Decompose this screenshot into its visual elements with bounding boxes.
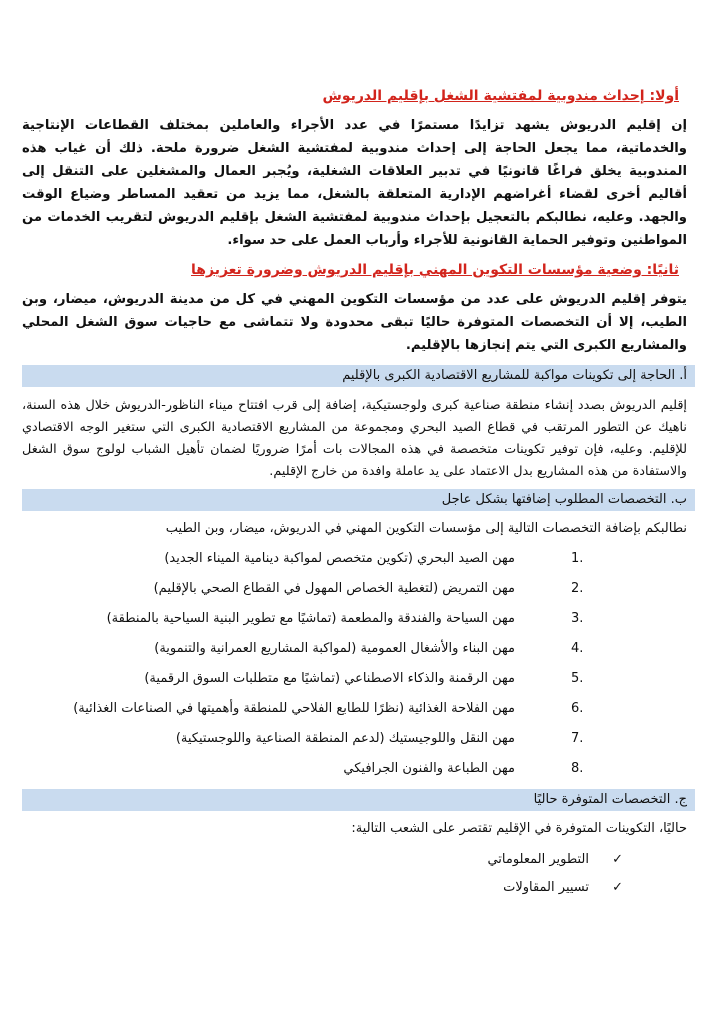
subsection-c-bar <box>22 789 695 811</box>
list-text: تسيير المقاولات <box>503 879 589 895</box>
list-number: 8. <box>571 760 584 776</box>
subsection-a-body: إقليم الدريوش بصدد إنشاء منطقة صناعية كبرى ولوجستيكية، إضافة إلى قرب افتتاح ميناء الناظور-الدريوش خلال هذه السنة، ناهيك عن التطور المرتقب في قطاع الصيد البحري ومجموعة من المشاريع الاقتصادية الكبرى التي ستغير الوجه الاقتصادي للإقليم. وعليه، فإن توفير تكوينات متخصصة في هذه المجالات بات أمرًا ضروريًا لضمان تأهيل الشباب لولوج سوق الشغل والاستفادة من هذه المشاريع بدل الاعتماد على يد عاملة وافدة من خارج الإقليم. <box>22 398 687 479</box>
subsection-c-title: ج. التخصصات المتوفرة حاليًا <box>533 792 687 807</box>
list-item <box>22 633 695 663</box>
list-text: مهن البناء والأشغال العمومية (لمواكبة المشاريع العمرانية والتنموية) <box>154 640 515 656</box>
list-number: 7. <box>571 730 584 746</box>
list-text: مهن الصيد البحري (تكوين متخصص لمواكبة دينامية الميناء الجديد) <box>164 550 515 566</box>
list-item <box>22 663 695 693</box>
list-text: مهن السياحة والفندقة والمطعمة (تماشيًا مع تطوير البنية السياحية بالمنطقة) <box>106 610 515 626</box>
subsection-b-title: ب. التخصصات المطلوب إضافتها بشكل عاجل <box>441 492 687 507</box>
list-text: مهن الرقمنة والذكاء الاصطناعي (تماشيًا مع متطلبات السوق الرقمية) <box>144 670 515 686</box>
list-number: 3. <box>571 610 584 626</box>
list-number: 6. <box>571 700 584 716</box>
check-icon: ✓ <box>612 879 623 895</box>
list-text: مهن الطباعة والفنون الجرافيكي <box>343 760 515 776</box>
list-number: 2. <box>571 580 584 596</box>
subsection-b-bar <box>22 489 695 511</box>
list-text: مهن التمريض (لتغطية الخصاص المهول في القطاع الصحي بالإقليم) <box>153 580 515 596</box>
list-number: 4. <box>571 640 584 656</box>
section2-body: يتوفر إقليم الدريوش على عدد من مؤسسات التكوين المهني في كل من مدينة الدريوش، ميضار، وبن الطيب، إلا أن التخصصات المتوفرة حاليًا تبقى محدودة ولا تتماشى مع حاجيات سوق الشغل المحلي والمشاريع الكبرى التي يتم إنجازها بالإقليم. <box>22 292 687 353</box>
list-item <box>22 753 695 783</box>
check-icon: ✓ <box>612 851 623 867</box>
section1-body: إن إقليم الدريوش يشهد تزايدًا مستمرًا في عدد الأجراء والعاملين بمختلف القطاعات الإنتاجية والخدماتية، مما يجعل الحاجة إلى إحداث مندوبية لمفتشية الشغل ضرورة ملحة. ذلك أن غياب هذه المندوبية يخلق فراغًا قانونيًا في تدبير العلاقات الشغلية، ويُجبر العمال والمشغلين على التنقل إلى أقاليم أخرى لقضاء أغراضهم الإدارية المتعلقة بالشغل، مما يزيد من تعقيد المساطر وضياع الوقت والجهد. وعليه، نطالبكم بالتعجيل بإحداث مندوبية لمفتشية الشغل بإقليم الدريوش لتقريب الخدمات من المواطنين وتوفير الحماية القانونية للأجراء وأرباب العمل على حد سواء. <box>22 118 687 248</box>
subsection-c-intro: حاليًا، التكوينات المتوفرة في الإقليم تقتصر على الشعب التالية: <box>351 821 687 836</box>
subsection-a-bar <box>22 365 695 387</box>
list-item <box>22 845 695 873</box>
list-item <box>22 723 695 753</box>
list-item <box>22 873 695 901</box>
subsection-a-title: أ. الحاجة إلى تكوينات مواكبة للمشاريع الاقتصادية الكبرى بالإقليم <box>342 368 687 383</box>
section2-heading: ثانيًا: وضعية مؤسسات التكوين المهني بإقليم الدريوش وضرورة تعزيزها <box>191 262 679 278</box>
list-text: التطوير المعلوماتي <box>487 851 589 867</box>
list-text: مهن النقل واللوجيستيك (لدعم المنطقة الصناعية واللوجستيكية) <box>175 730 515 746</box>
list-item <box>22 603 695 633</box>
available-specialties-list <box>22 845 695 901</box>
list-text: مهن الفلاحة الغذائية (نظرًا للطابع الفلاحي للمنطقة وأهميتها في الصناعات الغذائية) <box>73 700 515 716</box>
list-number: 1. <box>571 550 584 566</box>
subsection-b-intro: نطالبكم بإضافة التخصصات التالية إلى مؤسسات التكوين المهني في الدريوش، ميضار، وبن الطيب <box>165 521 687 536</box>
section1-heading: أولا: إحداث مندوبية لمفتشية الشغل بإقليم الدريوش <box>322 88 679 104</box>
list-number: 5. <box>571 670 584 686</box>
list-item <box>22 693 695 723</box>
list-item <box>22 573 695 603</box>
specialties-list <box>22 543 695 783</box>
list-item <box>22 543 695 573</box>
